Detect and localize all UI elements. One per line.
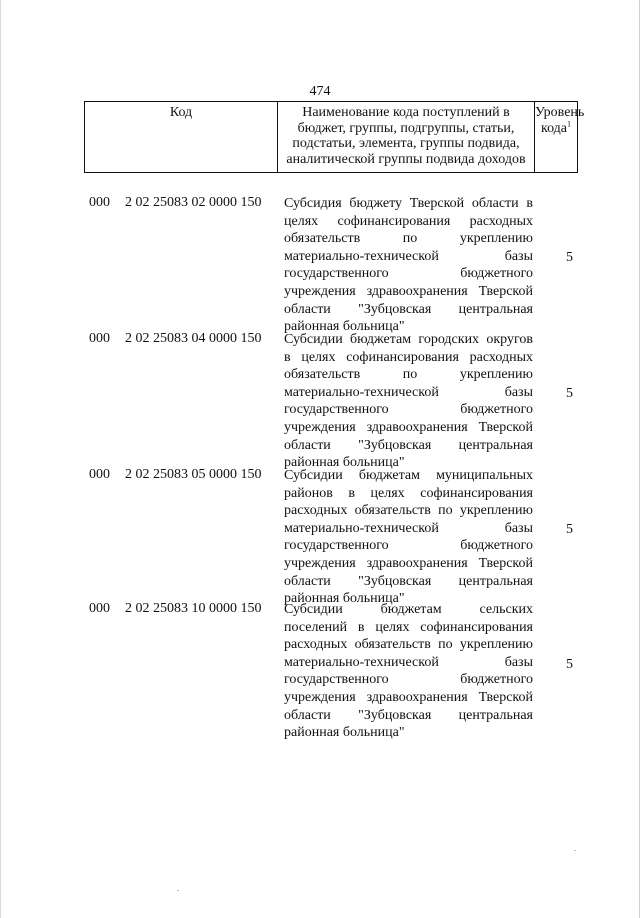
- description-line: материально-технической базы: [284, 520, 533, 536]
- row-level: 5: [566, 250, 573, 265]
- description-line: целях софинансирования расходных: [284, 213, 533, 229]
- description-line: обязательств по укреплению: [284, 367, 533, 383]
- description-line: поселений в целях софинансирования: [284, 619, 533, 635]
- description-line: обязательств по укреплению: [284, 231, 533, 247]
- description-line: учреждения здравоохранения Тверской: [284, 689, 533, 705]
- description-line: районная больница": [284, 455, 405, 471]
- header-level: [535, 102, 585, 172]
- row-code: 2 02 25083 02 0000 150: [125, 195, 262, 210]
- description-line: расходных обязательств по укреплению: [284, 503, 533, 519]
- header-name: Наименование кода поступлений в бюджет, группы, подгруппы, статьи, подстатьи, элемента, группы подвида, аналитической группы подвида доходов: [278, 102, 535, 172]
- description-line: Субсидия бюджету Тверской области в: [284, 196, 533, 211]
- row-code: 2 02 25083 10 0000 150: [125, 601, 262, 616]
- description-line: в целях софинансирования расходных: [284, 349, 533, 365]
- description-line: учреждения здравоохранения Тверской: [284, 555, 533, 571]
- description-line: Субсидии бюджетам сельских: [284, 602, 533, 617]
- description-line: учреждения здравоохранения Тверской: [284, 419, 533, 435]
- header-code: Код: [85, 102, 278, 172]
- row-code: 2 02 25083 04 0000 150: [125, 331, 262, 346]
- row-level: 5: [566, 657, 573, 672]
- description-line: государственного бюджетного: [284, 402, 533, 418]
- row-level: 5: [566, 522, 573, 537]
- description-line: расходных обязательств по укреплению: [284, 637, 533, 653]
- row-prefix: 000: [89, 601, 110, 616]
- description-line: Субсидии бюджетам городских округов: [284, 332, 533, 347]
- description-line: материально-технической базы: [284, 384, 533, 400]
- description-line: государственного бюджетного: [284, 538, 533, 554]
- description-line: области "Зубцовская центральная: [284, 573, 533, 589]
- description-line: Субсидии бюджетам муниципальных: [284, 468, 533, 483]
- description-line: области "Зубцовская центральная: [284, 707, 533, 723]
- row-description: [284, 195, 533, 336]
- description-line: районная больница": [284, 725, 405, 741]
- row-prefix: 000: [89, 331, 110, 346]
- description-line: районная больница": [284, 591, 405, 607]
- page-number: 474: [309, 84, 331, 99]
- description-line: области "Зубцовская центральная: [284, 301, 533, 317]
- row-description: [284, 331, 533, 472]
- description-line: государственного бюджетного: [284, 672, 533, 688]
- description-line: материально-технической базы: [284, 248, 533, 264]
- description-line: государственного бюджетного: [284, 266, 533, 282]
- row-prefix: 000: [89, 195, 110, 210]
- description-line: области "Зубцовская центральная: [284, 437, 533, 453]
- header-level-footnote-mark: 1: [567, 118, 572, 128]
- table-header: [84, 101, 585, 173]
- description-line: материально-технической базы: [284, 654, 533, 670]
- row-description: [284, 601, 533, 742]
- row-code: 2 02 25083 05 0000 150: [125, 467, 262, 482]
- description-line: районов в целях софинансирования: [284, 485, 533, 501]
- row-prefix: 000: [89, 467, 110, 482]
- scan-speck: [574, 850, 576, 851]
- row-description: [284, 467, 533, 608]
- header-level-label: Уровень кода: [535, 105, 585, 136]
- row-level: 5: [566, 386, 573, 401]
- description-line: районная больница": [284, 319, 405, 335]
- description-line: учреждения здравоохранения Тверской: [284, 283, 533, 299]
- scan-speck: [177, 890, 179, 891]
